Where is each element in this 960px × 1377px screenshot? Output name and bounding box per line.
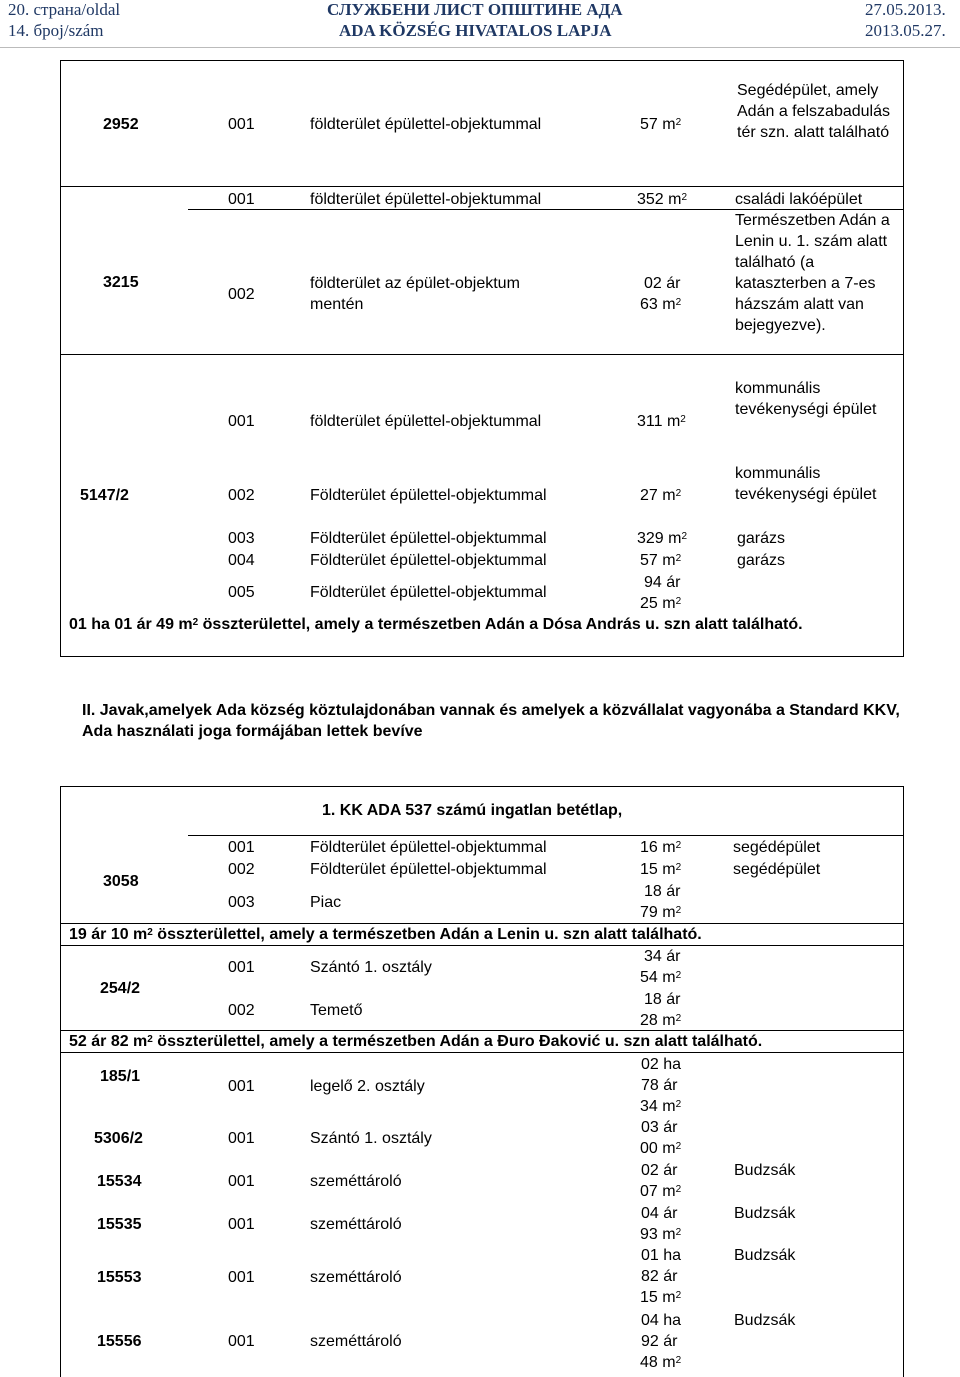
land-area: 92 ár: [641, 1333, 678, 1350]
total-area-summary: 19 ár 10 $m^2$ összterülettel, amely a természetben Adán a Lenin u. szn alatt található.: [69, 926, 702, 943]
land-area: 04 ha: [641, 1312, 682, 1329]
issue-number: 14. број/szám: [8, 21, 104, 40]
land-area: 01 ha: [641, 1247, 682, 1264]
row-divider: [60, 186, 904, 187]
land-area: 02 ár: [644, 275, 681, 292]
row-divider: [188, 835, 904, 836]
land-note: Budzsák: [734, 1205, 796, 1222]
parcel-number: 15556: [97, 1333, 142, 1350]
land-area: 329 $m^2$: [637, 530, 688, 547]
parcel-number: 2952: [103, 116, 139, 133]
land-description: Szántó 1. osztály: [310, 1130, 432, 1147]
land-area: 79 $m^2$: [640, 904, 682, 921]
parcel-number: 3215: [103, 274, 139, 291]
subparcel-code: 003: [228, 530, 255, 547]
date-hu: 2013.05.27.: [865, 21, 946, 40]
parcel-number: 185/1: [100, 1068, 141, 1085]
parcel-number: 5306/2: [94, 1130, 143, 1147]
land-description: Piac: [310, 894, 342, 911]
land-area: 15 $m^2$: [640, 861, 682, 878]
journal-title-sr: СЛУЖБЕНИ ЛИСТ ОПШТИНЕ АДА: [327, 0, 623, 19]
land-area: 25 $m^2$: [640, 595, 682, 612]
land-note: Budzsák: [734, 1312, 796, 1329]
land-note: Természetben Adán a Lenin u. 1. szám alatt található (a kataszterben a 7-es házszám alatt van bejegyezve).: [735, 212, 890, 334]
land-area: 48 $m^2$: [640, 1354, 682, 1371]
land-description: Földterület épülettel-objektummal: [310, 839, 547, 856]
land-area: 15 $m^2$: [640, 1289, 682, 1306]
land-area: 27 $m^2$: [640, 487, 682, 504]
land-area: 02 ha: [641, 1056, 682, 1073]
row-divider: [60, 354, 904, 355]
subparcel-code: 001: [228, 1333, 255, 1350]
land-note: családi lakóépület: [735, 191, 863, 208]
subparcel-code: 001: [228, 839, 255, 856]
land-description: szeméttároló: [310, 1216, 402, 1233]
land-description: Földterület épülettel-objektummal: [310, 584, 547, 601]
land-note: garázs: [737, 552, 786, 569]
total-area-summary: 52 ár 82 $m^2$ összterülettel, amely a természetben Adán a Đuro Đaković u. szn alatt található.: [69, 1033, 763, 1050]
subparcel-code: 001: [228, 1130, 255, 1147]
land-description: Szántó 1. osztály: [310, 959, 432, 976]
subparcel-code: 002: [228, 1002, 255, 1019]
land-area: 82 ár: [641, 1268, 678, 1285]
land-description: Földterület épülettel-objektummal: [310, 530, 547, 547]
parcel-number: 5147/2: [80, 487, 129, 504]
page-number: 20. страна/oldal: [8, 0, 121, 19]
land-description: Földterület épülettel-objektummal: [310, 552, 547, 569]
subparcel-code: 002: [228, 861, 255, 878]
subparcel-code: 001: [228, 1173, 255, 1190]
section-heading: II. Javak,amelyek Ada község köztulajdonában vannak és amelyek a közvállalat vagyonába a Standard KKV, Ada használati joga formájában lettek bevíve: [82, 702, 900, 740]
land-area: 18 ár: [644, 991, 681, 1008]
land-description: Földterület épülettel-objektummal: [310, 861, 547, 878]
table-title: 1. KK ADA 537 számú ingatlan betétlap,: [322, 802, 623, 819]
subparcel-code: 001: [228, 1269, 255, 1286]
land-description: földterület épülettel-objektummal: [310, 116, 542, 133]
land-area: 00 $m^2$: [640, 1140, 682, 1157]
parcel-number: 3058: [103, 873, 139, 890]
land-note: Segédépület, amely Adán a felszabadulás tér szn. alatt található: [737, 82, 890, 141]
land-area: 07 $m^2$: [640, 1183, 682, 1200]
land-area: 63 $m^2$: [640, 296, 682, 313]
total-area-summary: 01 ha 01 ár 49 $m^2$ összterülettel, amely a természetben Adán a Dósa András u. szn alatt található.: [69, 616, 803, 633]
land-note: kommunális tevékenységi épület: [735, 465, 877, 503]
parcel-number: 15553: [97, 1269, 142, 1286]
page-header: [0, 0, 960, 44]
land-area: 03 ár: [641, 1119, 678, 1136]
header-rule: [0, 47, 960, 48]
subparcel-code: 001: [228, 959, 255, 976]
subparcel-code: 001: [228, 1216, 255, 1233]
land-area: 352 $m^2$: [637, 191, 688, 208]
subparcel-code: 002: [228, 487, 255, 504]
land-area: 34 ár: [644, 948, 681, 965]
subparcel-code: 001: [228, 413, 255, 430]
parcel-number: 15535: [97, 1216, 142, 1233]
land-area: 02 ár: [641, 1162, 678, 1179]
land-area: 78 ár: [641, 1077, 678, 1094]
date-sr: 27.05.2013.: [865, 0, 946, 19]
land-description: szeméttároló: [310, 1269, 402, 1286]
row-divider: [60, 945, 904, 946]
land-area: 54 $m^2$: [640, 969, 682, 986]
land-note: segédépület: [733, 861, 821, 878]
subparcel-code: 003: [228, 894, 255, 911]
land-description: földterület épülettel-objektummal: [310, 413, 542, 430]
land-description: szeméttároló: [310, 1333, 402, 1350]
land-note: Budzsák: [734, 1247, 796, 1264]
land-area: 57 $m^2$: [640, 116, 682, 133]
land-note: garázs: [737, 530, 786, 547]
land-area: 28 $m^2$: [640, 1012, 682, 1029]
land-area: 93 $m^2$: [640, 1226, 682, 1243]
land-area: 34 $m^2$: [640, 1098, 682, 1115]
land-area: 16 $m^2$: [640, 839, 682, 856]
land-description: földterület az épület-objektum mentén: [310, 275, 520, 313]
subparcel-code: 001: [228, 191, 255, 208]
subparcel-code: 004: [228, 552, 255, 569]
land-description: szeméttároló: [310, 1173, 402, 1190]
journal-title-hu: ADA KÖZSÉG HIVATALOS LAPJA: [339, 21, 612, 40]
land-area: 57 $m^2$: [640, 552, 682, 569]
land-description: Temető: [310, 1002, 363, 1019]
subparcel-code: 001: [228, 116, 255, 133]
land-note: Budzsák: [734, 1162, 796, 1179]
land-area: 94 ár: [644, 574, 681, 591]
land-area: 04 ár: [641, 1205, 678, 1222]
subparcel-code: 001: [228, 1078, 255, 1095]
land-description: Földterület épülettel-objektummal: [310, 487, 547, 504]
parcel-number: 15534: [97, 1173, 142, 1190]
land-description: földterület épülettel-objektummal: [310, 191, 542, 208]
subparcel-code: 005: [228, 584, 255, 601]
land-note: kommunális tevékenységi épület: [735, 380, 877, 418]
land-description: legelő 2. osztály: [310, 1078, 425, 1095]
land-area: 18 ár: [644, 883, 681, 900]
land-area: 311 $m^2$: [637, 413, 686, 430]
subparcel-code: 002: [228, 286, 255, 303]
row-divider: [60, 1052, 904, 1053]
land-note: segédépület: [733, 839, 821, 856]
parcel-number: 254/2: [100, 980, 141, 997]
